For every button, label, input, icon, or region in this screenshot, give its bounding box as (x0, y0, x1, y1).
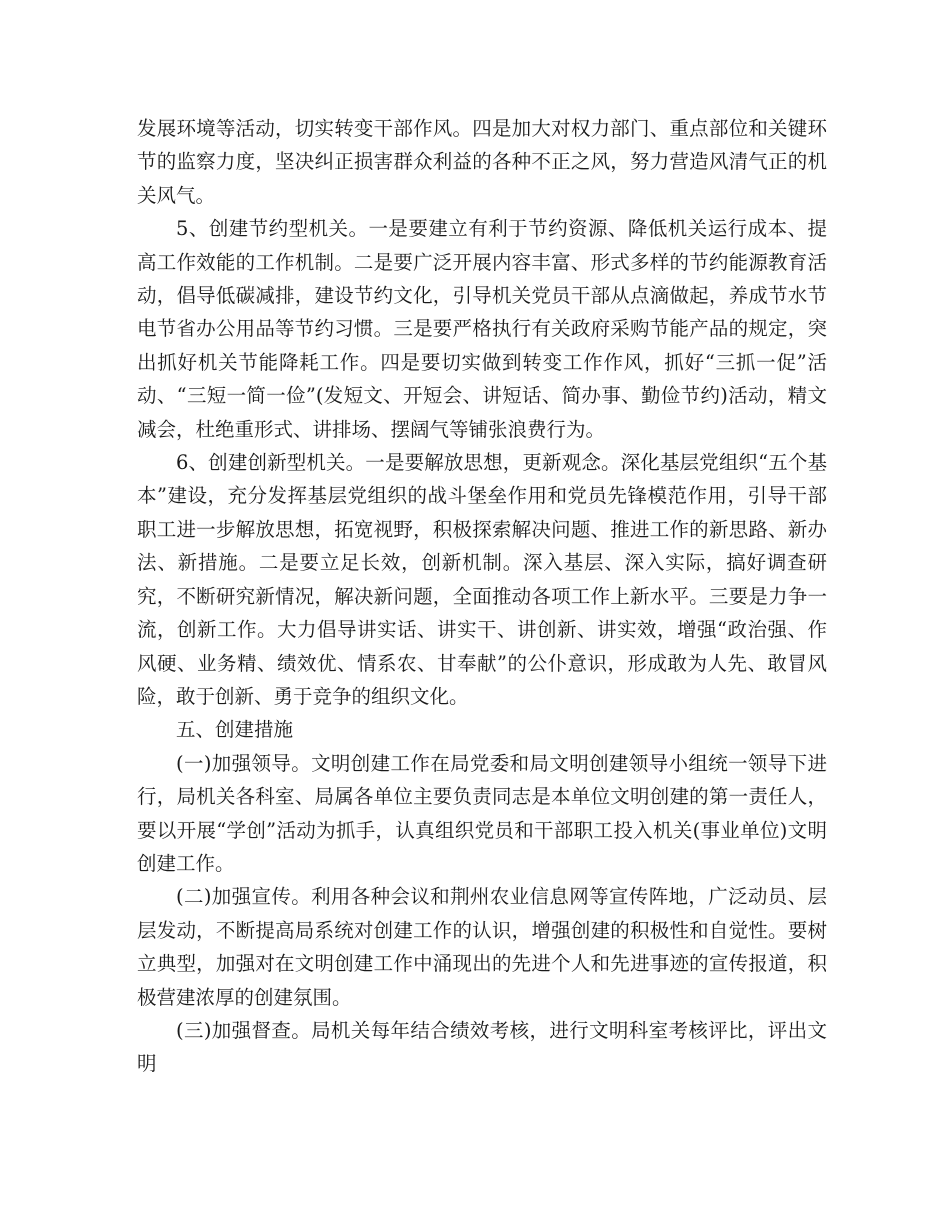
document-page (137, 112, 827, 1081)
paragraph-measure-3: (三)加强督查。局机关每年结合绩效考核，进行文明科室考核评比，评出文明 (137, 1018, 827, 1076)
paragraph-measure-1: (一)加强领导。文明创建工作在局党委和局文明创建领导小组统一领导下进行，局机关各科室、局属各单位主要负责同志是本单位文明创建的第一责任人，要以开展“学创”活动为抓手，认真组织党员和干部职工投入机关(事业单位)文明创建工作。 (137, 751, 827, 875)
paragraph-measure-2: (二)加强宣传。利用各种会议和荆州农业信息网等宣传阵地，广泛动员、层层发动，不断提高局系统对创建工作的认识，增强创建的积极性和自觉性。要树立典型，加强对在文明创建工作中涌现出的先进个人和先进事迹的宣传报道，积极营建浓厚的创建氛围。 (137, 885, 827, 1009)
section-heading-5: 五、创建措施 (176, 718, 294, 742)
paragraph-continued: 发展环境等活动，切实转变干部作风。四是加大对权力部门、重点部位和关键环节的监察力度，坚决纠正损害群众利益的各种不正之风，努力营造风清气正的机关风气。 (137, 117, 827, 207)
paragraph-item-5: 5、创建节约型机关。一是要建立有利于节约资源、降低机关运行成本、提高工作效能的工作机制。二是要广泛开展内容丰富、形式多样的节约能源教育活动，倡导低碳减排，建设节约文化，引导机关党员干部从点滴做起，养成节水节电节省办公用品等节约习惯。三是要严格执行有关政府采购节能产品的规定，突出抓好机关节能降耗工作。四是要切实做到转变工作作风，抓好“三抓一促”活动、“三短一简一俭”(发短文、开短会、讲短话、简办事、勤俭节约)活动，精文减会，杜绝重形式、讲排场、摆阔气等铺张浪费行为。 (137, 217, 827, 441)
paragraph-item-6: 6、创建创新型机关。一是要解放思想，更新观念。深化基层党组织“五个基本”建设，充分发挥基层党组织的战斗堡垒作用和党员先锋模范作用，引导干部职工进一步解放思想，拓宽视野，积极探索解决问题、推进工作的新思路、新办法、新措施。二是要立足长效，创新机制。深入基层、深入实际，搞好调查研究，不断研究新情况，解决新问题，全面推动各项工作上新水平。三要是力争一流，创新工作。大力倡导讲实话、讲实干、讲创新、讲实效，增强“政治强、作风硬、业务精、绩效优、情系农、甘奉献”的公仆意识，形成敢为人先、敢冒风险，敢于创新、勇于竞争的组织文化。 (137, 451, 827, 708)
